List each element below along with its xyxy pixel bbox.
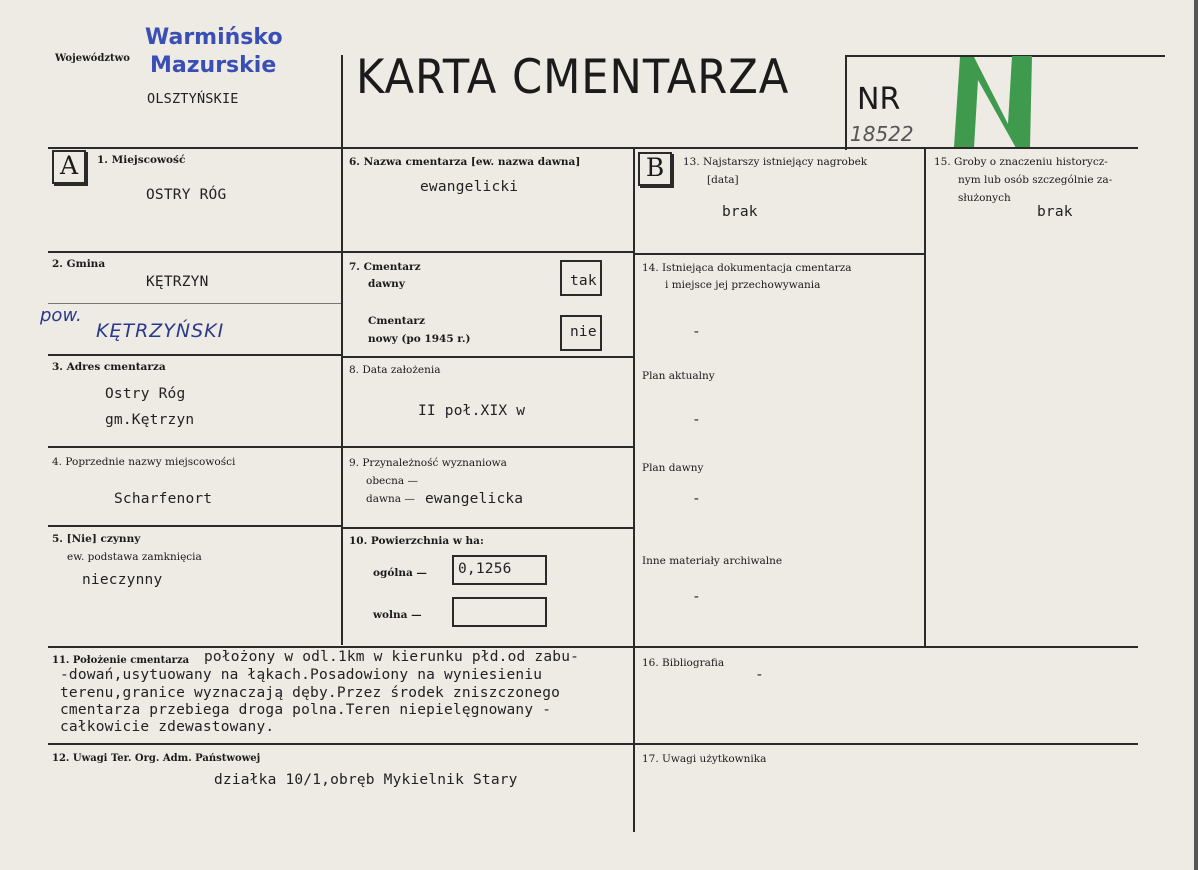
field3-label: 3. Adres cmentarza [52,361,166,373]
field7-nowy-label: nowy (po 1945 r.) [368,333,471,345]
voivodeship-old: OLSZTYŃSKIE [147,91,239,107]
field10-wolna-box [452,597,547,627]
field15-label2: nym lub osób szczególnie za- [958,174,1113,186]
field10-label: 10. Powierzchnia w ha: [349,535,484,547]
field9-label: 9. Przynależność wyznaniowa [349,457,507,469]
field7-nowy-value: nie [570,324,597,340]
plan-aktualny-label: Plan aktualny [642,370,715,382]
field11-label: 11. Położenie cmentarza [52,655,190,666]
field9-dawna: dawna — [366,493,415,505]
field1-value: OSTRY RÓG [146,187,227,203]
field13-label2: [data] [707,174,739,186]
page-title: KARTA CMENTARZA [356,50,790,105]
inne-materialy-value: - [692,589,701,605]
inne-materialy-label: Inne materiały archiwalne [642,555,783,567]
section-b-letter: B [638,152,672,186]
field10-ogolna-label: ogólna — [373,567,427,579]
wojewodztwo-label: Województwo [55,53,130,64]
field8-value: II poł.XIX w [418,403,526,419]
category-n-mark [946,52,1042,152]
field15-label1: 15. Groby o znaczeniu historycz- [934,156,1108,168]
field8-label: 8. Data założenia [349,364,441,376]
field13-value: brak [722,204,758,220]
field6-value: ewangelicki [420,179,519,195]
field9-dawna-value: ewangelicka [425,491,524,507]
field11-line1: położony w odl.1km w kierunku płd.od zabu- [204,649,580,665]
plan-dawny-label: Plan dawny [642,462,704,474]
field7-dawny-label: dawny [368,278,405,290]
field13-label1: 13. Najstarszy istniejący nagrobek [683,156,868,168]
field4-value: Scharfenort [114,491,213,507]
field11-line4: cmentarza przebiega droga polna.Teren niepielęgnowany - [60,702,552,718]
scan-edge [1194,0,1198,870]
field2-pow-value: KĘTRZYŃSKI [96,320,225,342]
field1-label: 1. Miejscowość [97,154,186,166]
field6-label: 6. Nazwa cmentarza [ew. nazwa dawna] [349,156,581,168]
field2-label: 2. Gmina [52,258,106,270]
field11-line3: terenu,granice wyznaczają dęby.Przez środek zniszczonego [60,685,561,701]
section-a-letter: A [52,150,86,184]
field4-label: 4. Poprzednie nazwy miejscowości [52,456,236,468]
field17-label: 17. Uwagi użytkownika [642,753,767,765]
field7-dawny-value: tak [570,273,597,289]
field2-pow-prefix: pow. [40,305,82,326]
field16-value: - [755,667,764,683]
field5-sublabel: ew. podstawa zamknięcia [67,551,202,563]
nr-label: NR [857,82,901,117]
field12-label: 12. Uwagi Ter. Org. Adm. Państwowej [52,753,261,764]
field7-nowy-cmentarz: Cmentarz [368,315,425,327]
stamp-line1: Warmińsko [145,25,283,50]
field2-value: KĘTRZYN [146,274,209,290]
field14-label1: 14. Istniejąca dokumentacja cmentarza [642,262,852,274]
field9-obecna: obecna — [366,475,418,487]
plan-dawny-value: - [692,491,701,507]
plan-aktualny-value: - [692,412,701,428]
field12-value: działka 10/1,obręb Mykielnik Stary [214,772,518,788]
field11-line5: całkowicie zdewastowany. [60,719,275,735]
field14-value: - [692,324,701,340]
nr-handwritten: 18522 [850,122,914,146]
category-letter-mark [946,52,1042,152]
stamp-line2: Mazurskie [150,53,277,78]
field14-label2: i miejsce jej przechowywania [665,279,821,291]
field16-label: 16. Bibliografia [642,657,725,669]
field15-value: brak [1037,204,1073,220]
field3-line1: Ostry Róg [105,386,186,402]
field5-value: nieczynny [82,572,163,588]
field15-label3: służonych [958,192,1011,204]
field10-ogolna-value: 0,1256 [458,561,512,577]
field3-line2: gm.Kętrzyn [105,412,195,428]
field11-line2: -dowań,usytuowany na łąkach.Posadowiony na wyniesieniu [60,667,543,683]
field5-label: 5. [Nie] czynny [52,533,141,545]
field10-wolna-label: wolna — [373,609,422,621]
field7-label: 7. Cmentarz [349,261,421,273]
